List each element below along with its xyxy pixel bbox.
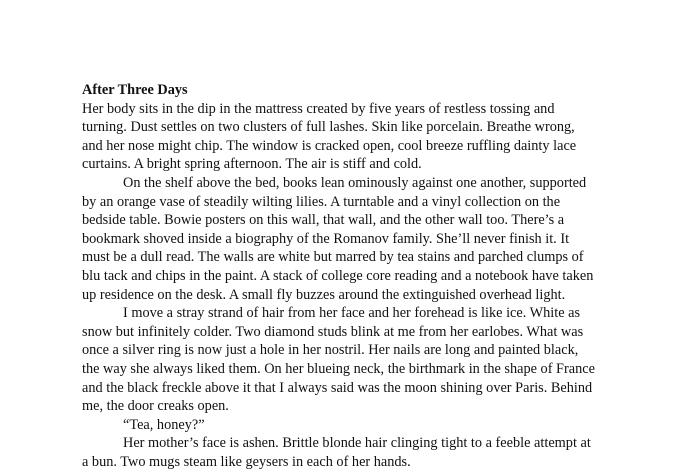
document-title: After Three Days bbox=[82, 82, 188, 98]
dialogue-line: “Tea, honey?” bbox=[123, 416, 205, 433]
paragraph-3: I move a stray strand of hair from her face and her forehead is like ice. White as snow but infinitely colder. Two diamond studs blink at me from her earlobes. What was once a silver ring is now just a hole in her nostril. Her nails are long and painted black, the way she always liked them. On her blueing neck, the birthmark in the shape of France and the black freckle above it that I always said was the moon shining over Paris. Behind me, the door creaks open. bbox=[82, 305, 595, 415]
paragraph-5: Her mother’s face is ashen. Brittle blonde hair clinging tight to a feeble attempt at a bun. Two mugs steam like geysers in each of her hands. bbox=[82, 435, 591, 470]
paragraph-2: On the shelf above the bed, books lean ominously against one another, supported by an orange vase of steadily wilting lilies. A turntable and a vinyl collection on the bedside table. Bowie posters on this wall, that wall, and the other wall too. There’s a bookmark shoved inside a biography of the Romanov family. She’ll never finish it. It must be a dull read. The walls are white but marred by tea stains and parched clumps of blu tack and chips in the paint. A stack of college core reading and a notebook have taken up residence on the desk. A small fly buzzes around the extinguished overhead light. bbox=[82, 174, 594, 303]
paragraph-1: Her body sits in the dip in the mattress created by five years of restless tossing and turning. Dust settles on two clusters of full lashes. Skin like porcelain. Breathe wrong, and her nose might chip. The window is cracked open, cool breeze ruffling dainty lace curtains. A bright spring afternoon. The air is stiff and cold. bbox=[82, 100, 577, 173]
document-body bbox=[82, 81, 596, 471]
